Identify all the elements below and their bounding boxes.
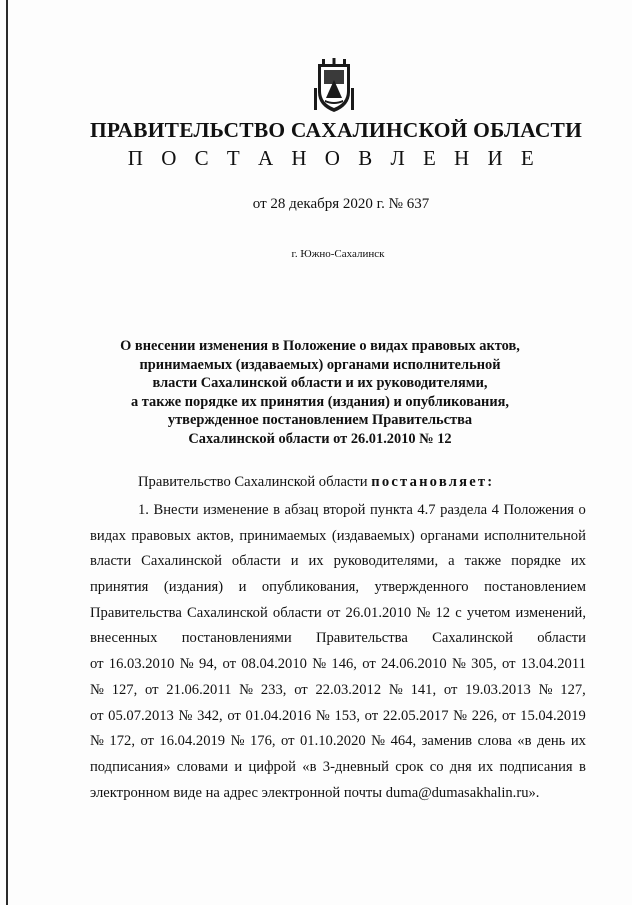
- word: раздела: [440, 502, 488, 518]
- word: от: [90, 707, 104, 724]
- paragraph-line: [90, 601, 586, 627]
- word: 233,: [260, 681, 287, 698]
- word: 305,: [471, 656, 497, 673]
- word: от: [140, 733, 154, 750]
- word: №: [178, 707, 193, 724]
- word: 4.7: [417, 502, 436, 518]
- word: №: [312, 656, 327, 673]
- word: №: [315, 707, 330, 724]
- paragraph-line: [90, 729, 586, 755]
- word: 01.04.2016: [245, 707, 312, 724]
- subject-line: а также порядке их принятия (издания) и опубликования,: [130, 393, 509, 410]
- word: от: [281, 733, 295, 750]
- word: постановлением: [484, 579, 586, 596]
- preamble-text: Правительство Сахалинской области: [138, 474, 372, 490]
- word: 19.03.2013: [465, 681, 531, 698]
- organization-title: ПРАВИТЕЛЬСТВО САХАЛИНСКОЙ ОБЛАСТИ: [89, 118, 583, 142]
- preamble-emphasis: постановляет:: [371, 474, 495, 490]
- subject-line: власти Сахалинской области и их руководителями,: [152, 375, 488, 391]
- paragraph-line: [90, 575, 586, 601]
- word: №: [371, 733, 386, 750]
- word: изменений,: [515, 604, 586, 621]
- word: №: [416, 604, 431, 621]
- word: постановлениями: [181, 630, 292, 647]
- word: с: [455, 604, 462, 621]
- word: видах: [90, 527, 126, 544]
- word: 3-дневный: [322, 758, 389, 775]
- word: 176,: [250, 733, 276, 750]
- word: 22.05.2017: [382, 707, 449, 724]
- word: со: [429, 758, 444, 775]
- word: заменив: [421, 733, 473, 750]
- word: 16.03.2010: [108, 656, 175, 673]
- paragraph-line: [90, 498, 586, 524]
- paragraph-line: [90, 704, 586, 730]
- word: 464,: [390, 733, 417, 750]
- word: №: [90, 733, 104, 750]
- word: пункта: [369, 502, 413, 518]
- word: подписания»: [90, 758, 171, 775]
- word: №: [90, 681, 104, 698]
- word: их: [478, 758, 494, 775]
- word: Сахалинской: [141, 553, 222, 570]
- word: «в: [517, 733, 532, 750]
- word: правовых: [131, 527, 192, 544]
- word: изменение: [203, 502, 269, 518]
- word: от: [145, 681, 159, 698]
- word: №: [538, 681, 553, 698]
- word: №: [179, 656, 194, 673]
- word: цифрой: [248, 758, 296, 775]
- word: слова: [477, 733, 512, 750]
- word: от: [326, 604, 341, 621]
- word: порядке: [511, 553, 561, 570]
- subject-line: Сахалинской области от 26.01.2010 № 12: [188, 430, 452, 447]
- word: в: [273, 502, 280, 518]
- word: 01.10.2020: [300, 733, 366, 750]
- word: их: [308, 553, 324, 570]
- paragraph-1: [90, 498, 586, 806]
- word: от: [90, 656, 104, 673]
- word: от: [443, 681, 458, 698]
- paragraph-line: [90, 524, 586, 550]
- word: дня: [449, 758, 472, 775]
- word: Правительства: [90, 604, 182, 621]
- word: опубликования,: [261, 579, 360, 596]
- word: 13.04.2011: [520, 656, 586, 673]
- word: внесенных: [90, 630, 158, 647]
- word: 12: [435, 604, 451, 621]
- word: органами: [420, 527, 479, 544]
- word: и: [238, 579, 247, 596]
- word: от: [227, 707, 241, 724]
- paragraph-line: [90, 678, 586, 704]
- word: срок: [395, 758, 424, 775]
- word: «в: [302, 758, 317, 775]
- subject-line: принимаемых (издаваемых) органами исполнительной: [139, 356, 501, 373]
- subject-line: утвержденное постановлением Правительства: [167, 412, 473, 428]
- word: подписания: [499, 758, 573, 775]
- word: их: [570, 553, 586, 570]
- paragraph-line: [90, 549, 586, 575]
- word: 94,: [198, 656, 218, 673]
- word: электронном виде на адрес электронной почты duma@dumasakhalin.ru».: [90, 784, 540, 801]
- word: 21.06.2011: [166, 681, 232, 698]
- word: принимаемых: [239, 527, 327, 544]
- document-city: г. Южно-Сахалинск: [291, 248, 385, 260]
- word: о: [578, 502, 586, 518]
- word: и: [290, 553, 299, 570]
- word: абзац: [284, 502, 319, 518]
- word: №: [230, 733, 245, 750]
- word: учетом: [466, 604, 511, 621]
- word: №: [453, 707, 468, 724]
- word: области: [537, 630, 586, 647]
- word: актов,: [196, 527, 234, 544]
- word: власти: [90, 553, 132, 570]
- word: Правительства: [315, 630, 408, 647]
- word: 342,: [197, 707, 223, 724]
- word: исполнительной: [484, 527, 586, 544]
- word: 24.06.2010: [381, 656, 447, 673]
- word: области: [231, 553, 281, 570]
- word: от: [501, 707, 516, 724]
- word: 127,: [560, 681, 586, 698]
- word: (издаваемых): [331, 527, 415, 544]
- word: от: [222, 656, 236, 673]
- word: в: [578, 758, 586, 775]
- word: Положения: [503, 502, 575, 518]
- word: второй: [323, 502, 366, 518]
- paragraph-line: [90, 781, 586, 807]
- word: 153,: [334, 707, 360, 724]
- word: руководителями,: [333, 553, 439, 570]
- word: 22.03.2012: [315, 681, 382, 698]
- word: также: [464, 553, 502, 570]
- subject-line: О внесении изменения в Положение о видах правовых актов,: [120, 338, 520, 354]
- word: 26.01.2010: [345, 604, 412, 621]
- paragraph-line: [90, 626, 586, 652]
- document-date-number: от 28 декабря 2020 г. № 637: [252, 196, 430, 212]
- word: 08.04.2010: [241, 656, 307, 673]
- word: принятия: [90, 579, 149, 596]
- word: №: [451, 656, 466, 673]
- word: день: [536, 733, 566, 750]
- word: 15.04.2019: [520, 707, 586, 724]
- word: их: [570, 733, 586, 750]
- word: от: [364, 707, 379, 724]
- word: от: [362, 656, 376, 673]
- word: от: [294, 681, 308, 698]
- sakhalin-coat-of-arms-icon: [312, 58, 356, 114]
- word: Сахалинской: [187, 604, 268, 621]
- word: Внести: [153, 502, 199, 518]
- word: Сахалинской: [432, 630, 513, 647]
- word: а: [448, 553, 455, 570]
- word: 141,: [410, 681, 437, 698]
- paragraph-line: [90, 755, 586, 781]
- word: области: [272, 604, 322, 621]
- paragraph-line: [90, 652, 586, 678]
- word: 1.: [138, 502, 149, 518]
- document-subject: [100, 337, 540, 448]
- word: 172,: [109, 733, 135, 750]
- word: утвержденного: [374, 579, 469, 596]
- preamble: [138, 474, 494, 491]
- word: 16.04.2019: [159, 733, 226, 750]
- word: №: [239, 681, 254, 698]
- word: 05.07.2013: [108, 707, 174, 724]
- word: №: [388, 681, 403, 698]
- word: и: [234, 758, 243, 775]
- word: от: [502, 656, 516, 673]
- word: 127,: [111, 681, 138, 698]
- word: 4: [491, 502, 499, 518]
- word: (издания): [163, 579, 224, 596]
- document-type: П О С Т А Н О В Л Е Н И Е: [127, 146, 541, 170]
- word: 146,: [331, 656, 357, 673]
- word: словами: [176, 758, 229, 775]
- word: 226,: [471, 707, 498, 724]
